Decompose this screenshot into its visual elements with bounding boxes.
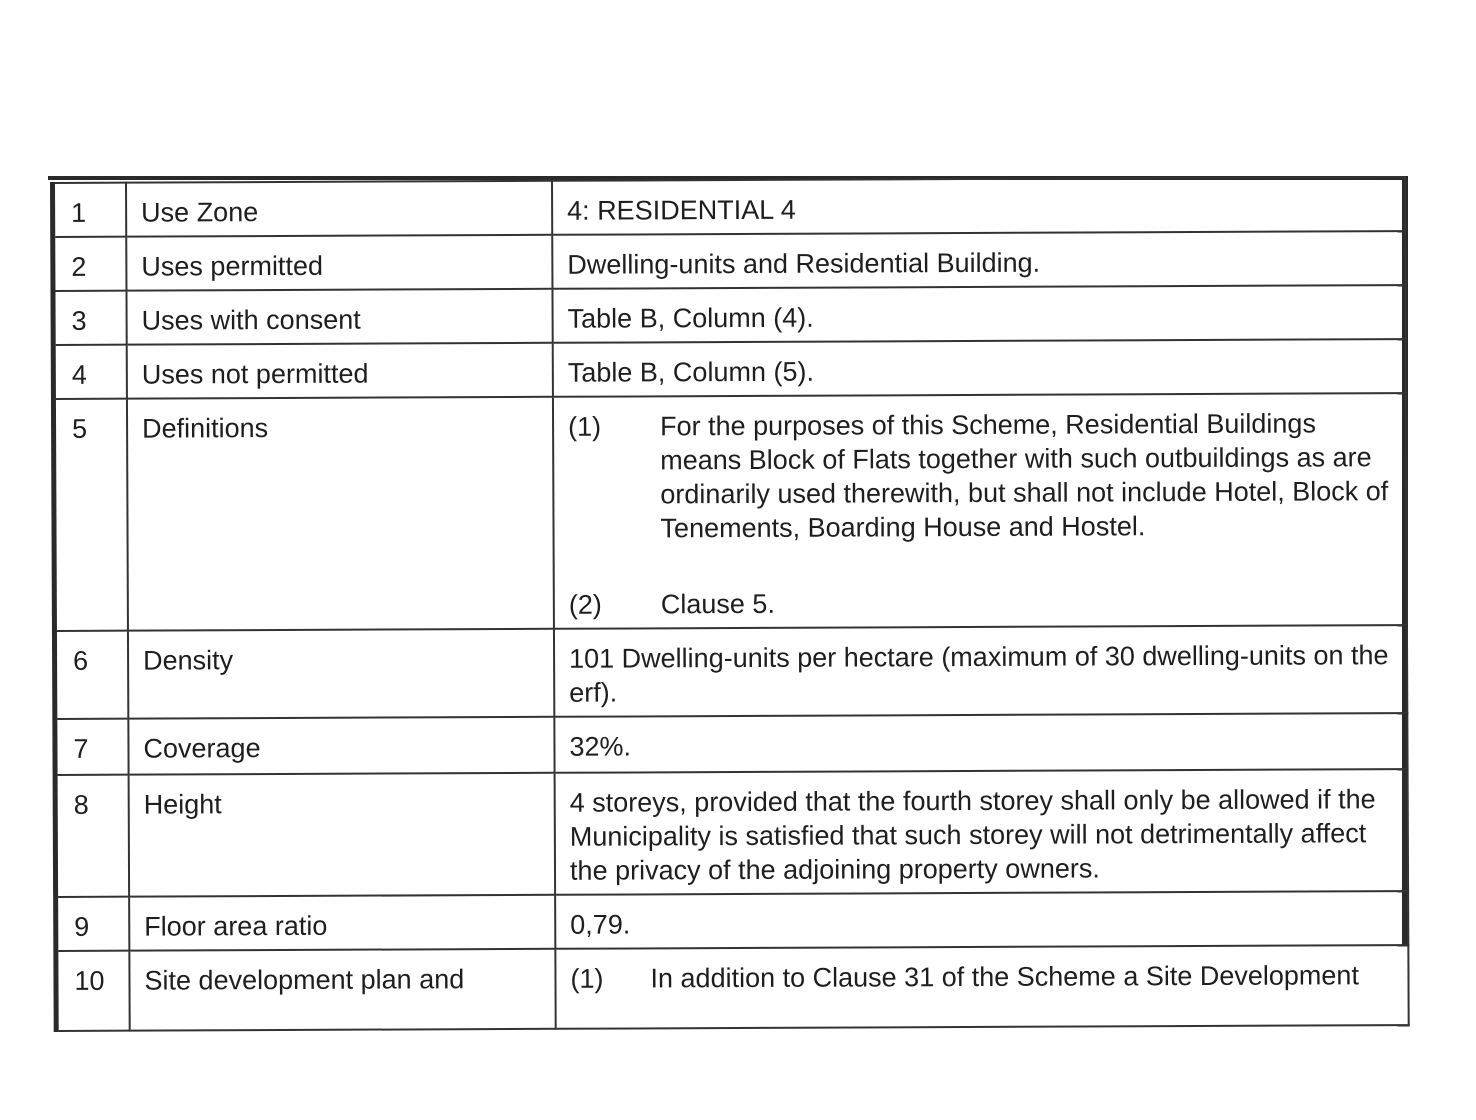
row-number: 9 [56, 897, 130, 951]
row-number: 6 [54, 631, 128, 719]
row-value: Table B, Column (4). [552, 285, 1405, 343]
definition-item [569, 584, 1392, 622]
row-number: 1 [53, 183, 127, 237]
table-row [53, 177, 1406, 237]
table-row [55, 713, 1408, 775]
row-label: Use Zone [126, 181, 552, 237]
row-value: 0,79. [555, 891, 1408, 949]
sub-item-text: In addition to Clause 31 of the Scheme a Site Development [650, 960, 1359, 994]
row-value [553, 393, 1407, 629]
row-number: 4 [53, 345, 127, 399]
table-row [53, 393, 1406, 631]
row-value: 4: RESIDENTIAL 4 [552, 177, 1405, 235]
table-row [56, 945, 1409, 1031]
row-label: Definitions [127, 397, 554, 631]
row-label: Floor area ratio [129, 895, 555, 951]
row-number: 8 [55, 775, 129, 897]
definition-item [568, 406, 1392, 546]
row-label: Height [129, 773, 556, 897]
row-value: Dwelling-units and Residential Building. [552, 231, 1405, 289]
sub-item-text: For the purposes of this Scheme, Residential Buildings means Block of Flats together with such outbuildings as are ordinarily used therewith, but shall not include Hotel, Block of Tenements, Boarding House and Hostel. [660, 408, 1389, 544]
sub-item-number: (2) [568, 589, 602, 620]
zoning-table [50, 176, 1410, 1032]
row-label: Density [128, 629, 554, 719]
row-label: Uses permitted [126, 235, 552, 291]
table-row [56, 891, 1409, 951]
row-number: 7 [55, 719, 129, 775]
sub-item-text: Clause 5. [660, 588, 775, 620]
row-number: 3 [53, 291, 127, 345]
row-number: 5 [53, 399, 128, 631]
row-label: Coverage [128, 717, 554, 775]
table-row [55, 769, 1408, 897]
table-row [53, 285, 1406, 345]
row-value [555, 945, 1408, 1029]
row-value: Table B, Column (5). [553, 339, 1406, 397]
row-value: 4 storeys, provided that the fourth storey shall only be allowed if the Municipality is satisfied that such storey will not detrimentally affect the privacy of the adjoining property owners. [555, 769, 1409, 895]
zoning-table-frame [48, 176, 1408, 996]
row-value: 32%. [554, 713, 1407, 773]
sub-item-number: (1) [568, 411, 602, 442]
table-row [53, 231, 1406, 291]
sub-item-number: (1) [570, 963, 604, 994]
row-value: 101 Dwelling-units per hectare (maximum of 30 dwelling-units on the erf). [554, 625, 1407, 717]
table-row [53, 339, 1406, 399]
site-plan-item [570, 958, 1393, 996]
row-label: Uses with consent [126, 289, 552, 345]
row-number: 2 [53, 237, 127, 291]
table-row [54, 625, 1407, 719]
row-label: Uses not permitted [127, 343, 553, 399]
row-number: 10 [56, 951, 130, 1031]
row-label: Site development plan and [129, 949, 555, 1031]
